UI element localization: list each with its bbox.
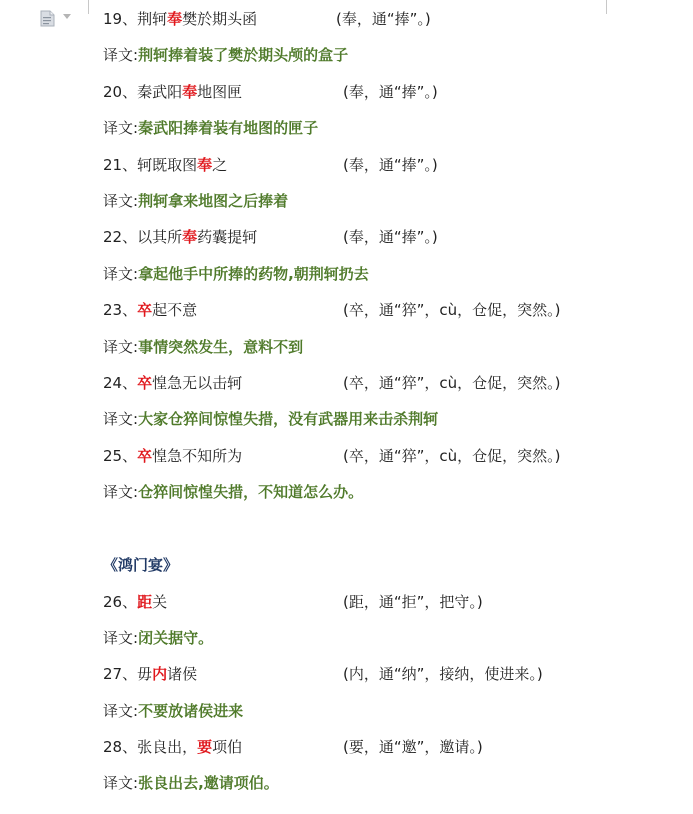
entry-note: (卒，通“猝”，cù，仓促，突然。) [343, 301, 561, 319]
page-corner-left [88, 0, 89, 14]
entry-sentence: 28、张良出，要项伯 [103, 738, 243, 756]
entry-translation: 译文:大家仓猝间惊惶失措，没有武器用来击杀荆轲 [103, 410, 439, 428]
page-corner-right [606, 0, 607, 14]
entry-note: (内，通“纳”，接纳，使进来。) [343, 665, 543, 683]
chevron-down-icon[interactable] [63, 14, 71, 19]
entry-translation: 译文:不要放诸侯进来 [103, 702, 244, 720]
document-icon[interactable] [40, 10, 56, 27]
entry-sentence: 19、荆轲奉樊於期头函 [103, 10, 258, 28]
entry-sentence: 22、以其所奉药囊提轲 [103, 228, 258, 246]
entry-translation: 译文:事情突然发生，意料不到 [103, 338, 304, 356]
entry-sentence: 21、轲既取图奉之 [103, 156, 228, 174]
entry-note: (卒，通“猝”，cù，仓促，突然。) [343, 374, 561, 392]
entry-note: (奉，通“捧”。) [343, 83, 438, 101]
entry-translation: 译文:闭关据守。 [103, 629, 214, 647]
entry-note: (奉，通“捧”。) [343, 228, 438, 246]
entry-sentence: 25、卒惶急不知所为 [103, 447, 243, 465]
entry-translation: 译文:张良出去,邀请项伯。 [103, 774, 279, 792]
entry-sentence: 27、毋内诸侯 [103, 665, 198, 683]
entry-translation: 译文:拿起他手中所捧的药物,朝荆轲扔去 [103, 265, 369, 283]
entry-sentence: 24、卒惶急无以击轲 [103, 374, 243, 392]
entry-sentence: 20、秦武阳奉地图匣 [103, 83, 243, 101]
entry-note: (要，通“邀”，邀请。) [343, 738, 483, 756]
entry-note: (距，通“拒”，把守。) [343, 593, 483, 611]
entry-note: (奉，通“捧”。) [336, 10, 431, 28]
entry-translation: 译文:荆轲拿来地图之后捧着 [103, 192, 289, 210]
entry-sentence: 23、卒起不意 [103, 301, 198, 319]
section-title: 《鸿门宴》 [103, 556, 179, 574]
entry-note: (卒，通“猝”，cù，仓促，突然。) [343, 447, 561, 465]
entry-translation: 译文:秦武阳捧着装有地图的匣子 [103, 119, 319, 137]
entry-translation: 译文:仓猝间惊惶失措，不知道怎么办。 [103, 483, 364, 501]
entry-sentence: 26、距关 [103, 593, 168, 611]
entry-translation: 译文:荆轲捧着装了樊於期头颅的盒子 [103, 46, 349, 64]
entry-note: (奉，通“捧”。) [343, 156, 438, 174]
